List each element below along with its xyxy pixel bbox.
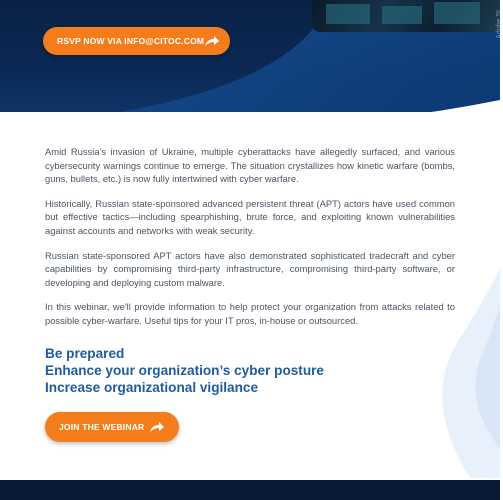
headline: Increase organizational vigilance: [45, 379, 259, 395]
footer-band: [0, 480, 500, 500]
share-arrow-icon: [149, 421, 165, 433]
paragraph: In this webinar, we'll provide information to help protect your organization from attacks related to possible cyber-warfare. Useful tips for your IT pros, in-house or outsourced.: [45, 301, 455, 326]
headline-list: [45, 346, 455, 396]
rsvp-button-label: RSVP NOW VIA INFO@CITOC.COM: [57, 36, 205, 46]
header-photo: [312, 0, 503, 39]
join-webinar-label: JOIN THE WEBINAR: [59, 422, 145, 432]
headline: Be prepared: [45, 346, 125, 361]
header-banner: [0, 0, 503, 112]
headline: Enhance your organization’s cyber posture: [45, 362, 324, 378]
share-arrow-icon: [204, 35, 220, 47]
paragraph: Historically, Russian state-sponsored advanced persistent threat (APT) actors have used common but effective tactics—including spearphishing, brute force, and exploiting known vulnerabilities against accounts and networks with weak security.: [45, 197, 455, 236]
join-webinar-button[interactable]: [45, 412, 179, 442]
body-copy: [45, 145, 455, 339]
paragraph: Amid Russia's invasion of Ukraine, multiple cyberattacks have allegedly surfaced, and various cybersecurity warnings continue to emerge. The situation crystallizes how kinetic warfare (bombs, guns, bullets, etc.) is now fully intertwined with cyber warfare.: [45, 146, 455, 185]
photo-watermark: Adobe St: [496, 10, 503, 39]
rsvp-button[interactable]: [43, 27, 230, 55]
paragraph: Russian state-sponsored APT actors have also demonstrated sophisticated tradecraft and cyber capabilities by compromising third-party infrastructure, compromising third-party software, or developing and deploying custom malware.: [45, 249, 455, 288]
